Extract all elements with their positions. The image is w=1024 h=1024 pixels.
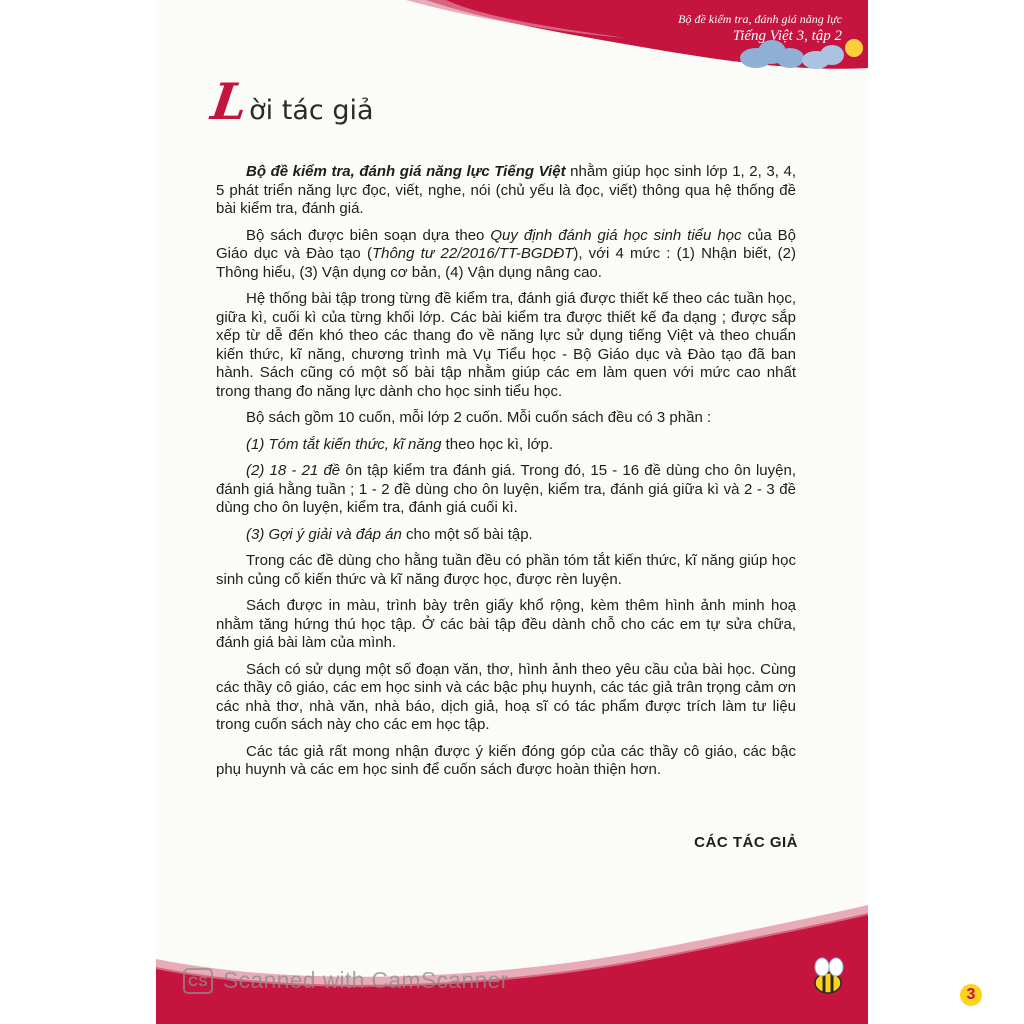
part-1-text: theo học kì, lớp. [441, 435, 553, 453]
series-line-2: Tiếng Việt 3, tập 2 [732, 28, 842, 44]
paragraph-7 [216, 526, 796, 545]
paragraph-8: Trong các đề dùng cho hằng tuần đều có phần tóm tắt kiến thức, kĩ năng giúp học sinh củng cố kiến thức và kĩ năng được học, được rèn luyện. [216, 552, 796, 588]
signature: CÁC TÁC GIẢ [694, 834, 798, 851]
paragraph-2 [216, 227, 796, 283]
footer-wave-decoration [156, 905, 868, 1024]
paragraph-2-text-a: Bộ sách được biên soạn dựa theo [246, 226, 491, 244]
paragraph-6 [216, 462, 796, 518]
page-number: 3 [960, 984, 982, 1006]
camscanner-logo-icon: CS [183, 968, 213, 994]
paragraph-2-text-b: của Bộ Giáo dục và Đào tạo ( [216, 226, 796, 262]
watermark-text: Scanned with CamScanner [223, 967, 509, 993]
book-title-bold: Bộ đề kiểm tra, đánh giá năng lực Tiếng Việt [246, 163, 566, 180]
paragraph-2-text-c: ), với 4 mức : (1) Nhận biết, (2) Thông hiểu, (3) Vận dụng cơ bản, (4) Vận dụng nâng cao. [216, 245, 796, 281]
part-2-label: (2) 18 - 21 đề [246, 462, 341, 479]
paragraph-9: Sách được in màu, trình bày trên giấy khổ rộng, kèm thêm hình ảnh minh hoạ nhằm tăng hứng thú học tập. Ở các bài tập đều dành chỗ cho các em tự sửa chữa, đánh giá bài làm của mình. [216, 597, 796, 651]
book-page [156, 0, 976, 1024]
part-2-text: ôn tập kiểm tra đánh giá. Trong đó, 15 - 16 đề dùng cho ôn luyện, đánh giá hằng tuần ; 1 - 2 đề dùng cho ôn luyện, kiểm tra, đánh giá giữa kì và 2 - 3 đề dùng cho ôn luyện, kiểm tra, đánh giá cuối kì. [216, 462, 796, 516]
sun-icon [845, 39, 863, 57]
circular-number: Thông tư 22/2016/TT-BGDĐT [371, 245, 574, 262]
preface-body [216, 163, 796, 788]
page-title [207, 72, 374, 131]
paragraph-1 [216, 163, 796, 219]
series-line-1: Bộ đề kiểm tra, đánh giá năng lực [678, 12, 842, 26]
paragraph-5 [216, 436, 796, 455]
part-3-label: (3) Gợi ý giải và đáp án [246, 525, 402, 543]
title-rest: ời tác giả [249, 95, 374, 126]
camscanner-watermark [183, 967, 509, 994]
title-initial: L [207, 72, 252, 131]
paragraph-3: Hệ thống bài tập trong từng đề kiểm tra, đánh giá được thiết kế theo các tuần học, giữa kì, cuối kì của từng khối lớp. Các bài kiểm tra được thiết kế đa dạng ; được sắp xếp từ dễ đến khó theo các thang đo về năng lực sử dụng tiếng Việt và theo chuẩn kiến thức, kĩ năng, chương trình mà Vụ Tiểu học - Bộ Giáo dục và Đào tạo đã ban hành. Sách cũng có một số bài tập nhằm giúp các em làm quen với mức cao nhất trong thang đo năng lực dành cho học sinh tiểu học. [216, 290, 796, 400]
paragraph-11: Các tác giả rất mong nhận được ý kiến đóng góp của các thầy cô giáo, các bậc phụ huynh và các em học sinh để cuốn sách được hoàn thiện hơn. [216, 742, 796, 778]
paragraph-10: Sách có sử dụng một số đoạn văn, thơ, hình ảnh theo yêu cầu của bài học. Cùng các thầy cô giáo, các em học sinh và các bậc phụ huynh, các tác giả trân trọng cảm ơn các nhà thơ, nhà văn, nhà báo, dịch giả, hoạ sĩ có tác phẩm được trích làm tư liệu trong cuốn sách này cho các em học tập. [216, 660, 796, 733]
part-1-label: (1) Tóm tắt kiến thức, kĩ năng [246, 435, 442, 453]
paragraph-1-text: nhằm giúp học sinh lớp 1, 2, 3, 4, 5 phát triển năng lực đọc, viết, nghe, nói (chủ yếu là đọc, viết) thông qua hệ thống đề bài kiểm tra, đánh giá. [216, 163, 796, 217]
part-3-text: cho một số bài tập. [401, 525, 533, 543]
series-title [678, 12, 842, 46]
regulation-title: Quy định đánh giá học sinh tiểu học [490, 226, 742, 244]
paragraph-4: Bộ sách gồm 10 cuốn, mỗi lớp 2 cuốn. Mỗi cuốn sách đều có 3 phần : [246, 409, 712, 426]
